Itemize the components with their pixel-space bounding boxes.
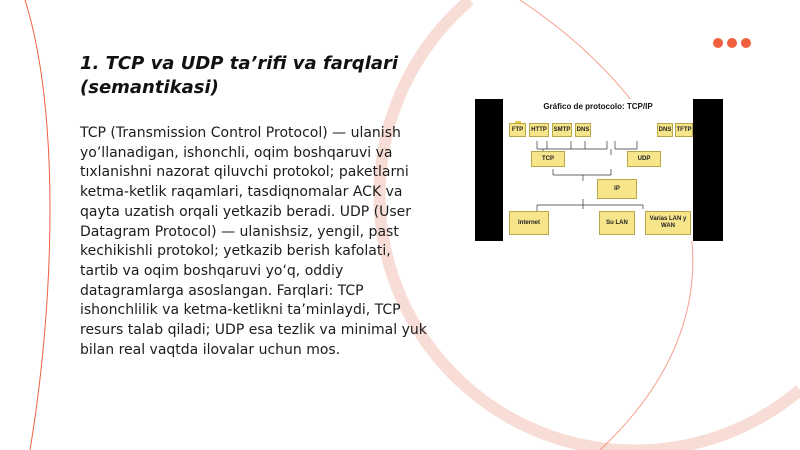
decorative-dots — [713, 38, 751, 48]
diagram-canvas — [503, 99, 693, 241]
network-box-ip: IP — [597, 179, 637, 199]
protocol-diagram-image — [475, 99, 723, 241]
left-thin-arc — [25, 0, 50, 450]
link-box-internet: Internet — [509, 211, 549, 235]
transport-box-udp: UDP — [627, 151, 661, 167]
link-box-varias-lan-wan: Varias LAN y WAN — [645, 211, 691, 235]
diagram-title: Gráfico de protocolo: TCP/IP — [543, 102, 653, 111]
protocol-box-tftp: TFTP — [675, 123, 693, 137]
link-box-su-lan: Su LAN — [599, 211, 635, 235]
dot-icon — [741, 38, 751, 48]
transport-box-tcp: TCP — [531, 151, 565, 167]
slide-body-text: TCP (Transmission Control Protocol) — ulanish yo’llanadigan, ishonchli, oqim boshqaruvi va tıxlanishni nazorat qiluvchi protokol; paketlarni ketma-ketlik raqamlari, tasdiqnomalar ACK va qayta uzatish orqali yetkazib beradi. UDP (User Datagram Protocol) — ulanishsiz, yengil, past kechikishli protokol; yetkazib berish kafolati, tartib va oqim boshqaruvi yo‘q, oddiy datagramlarga asoslangan. Farqlari: TCP ishonchlilik va ketma-ketlikni ta’minlaydi, TCP resurs talab qiladi; UDP esa tezlik va minimal yuk bilan real vaqtda ilovalar uchun mos. — [80, 125, 427, 358]
dot-icon — [713, 38, 723, 48]
protocol-box-ftp: FTP — [509, 123, 526, 137]
slide-title: 1. TCP va UDP ta’rifi va farqlari (semantikasi) — [80, 53, 399, 98]
dot-icon — [727, 38, 737, 48]
protocol-box-dns-udp: DNS — [657, 123, 673, 137]
protocol-box-http: HTTP — [529, 123, 549, 137]
protocol-box-smtp: SMTP — [552, 123, 572, 137]
protocol-box-dns: DNS — [575, 123, 591, 137]
